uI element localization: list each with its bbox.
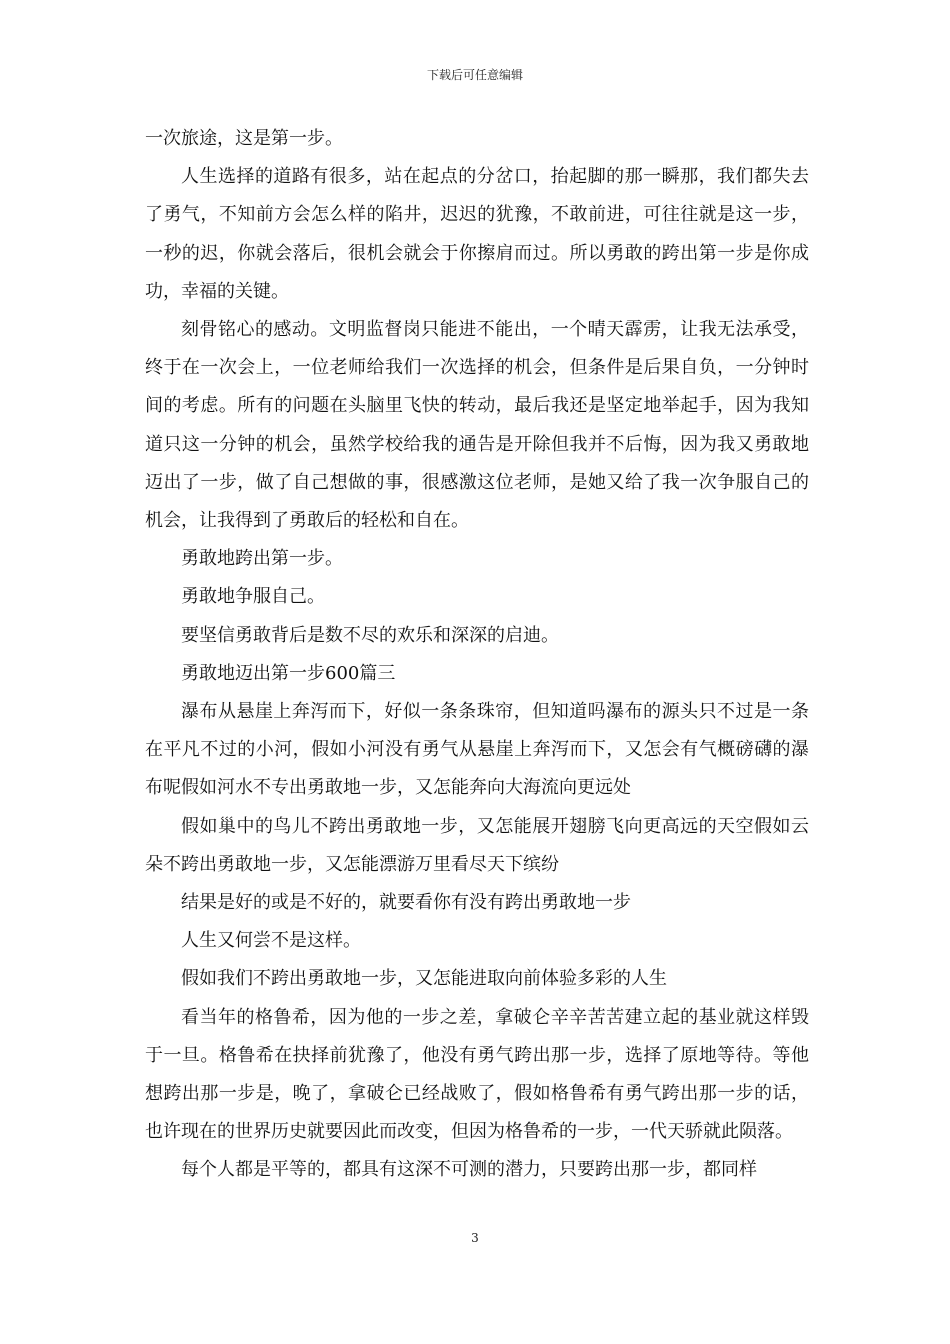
paragraph: 一次旅途，这是第一步。 bbox=[145, 128, 343, 149]
paragraph: 瀑布从悬崖上奔泻而下，好似一条条珠帘，但知道吗瀑布的源头只不过是一条在平凡不过的小河，假如小河没有勇气从悬崖上奔泻而下，又怎会有气概磅礴的瀑布呢假如河水不专出勇敢地一步，又怎能奔向大海流向更远处 bbox=[145, 701, 809, 799]
paragraph: 假如我们不跨出勇敢地一步，又怎能进取向前体验多彩的人生 bbox=[181, 968, 667, 990]
page-number: 3 bbox=[471, 1231, 479, 1245]
paragraph: 看当年的格鲁希，因为他的一步之差，拿破仑辛辛苦苦建立起的基业就这样毁于一旦。格鲁希在抉择前犹豫了，他没有勇气跨出那一步，选择了原地等待。等他想跨出那一步是，晚了，拿破仑已经战败了，假如格鲁希有勇气跨出那一步的话，也许现在的世界历史就要因此而改变，但因为格鲁希的一步，一代天骄就此陨落。 bbox=[145, 1006, 809, 1143]
paragraph: 结果是好的或是不好的，就要看你有没有跨出勇敢地一步 bbox=[181, 892, 631, 914]
paragraph: 人生选择的道路有很多，站在起点的分岔口，抬起脚的那一瞬那，我们都失去了勇气，不知前方会怎么样的陷井，迟迟的犹豫，不敢前进，可往往就是这一步，一秒的迟，你就会落后，很机会就会于你擦肩而过。所以勇敢的跨出第一步是你成功，幸福的关键。 bbox=[145, 166, 809, 302]
paragraph: 要坚信勇敢背后是数不尽的欢乐和深深的启迪。 bbox=[181, 624, 559, 646]
paragraph: 假如巢中的鸟儿不跨出勇敢地一步，又怎能展开翅膀飞向更高远的天空假如云朵不跨出勇敢地一步，又怎能漂游万里看尽天下缤纷 bbox=[145, 815, 809, 875]
paragraph: 勇敢地跨出第一步。 bbox=[181, 548, 343, 570]
section-heading: 勇敢地迈出第一步600篇三 bbox=[181, 662, 396, 684]
paragraph: 勇敢地争服自己。 bbox=[181, 586, 325, 608]
paragraph: 刻骨铭心的感动。文明监督岗只能进不能出，一个晴天霹雳，让我无法承受，终于在一次会上，一位老师给我们一次选择的机会，但条件是后果自负，一分钟时间的考虑。所有的问题在头脑里飞快的转动，最后我还是坚定地举起手，因为我知道只这一分钟的机会，虽然学校给我的通告是开除但我并不后悔，因为我又勇敢地迈出了一步，做了自己想做的事，很感激这位老师，是她又给了我一次争服自己的机会，让我得到了勇敢后的轻松和自在。 bbox=[145, 319, 809, 532]
document-body bbox=[145, 120, 809, 1190]
paragraph: 人生又何尝不是这样。 bbox=[181, 930, 361, 952]
paragraph: 每个人都是平等的，都具有这深不可测的潜力，只要跨出那一步，都同样 bbox=[181, 1159, 757, 1181]
page-header: 下载后可任意编辑 bbox=[426, 68, 523, 82]
